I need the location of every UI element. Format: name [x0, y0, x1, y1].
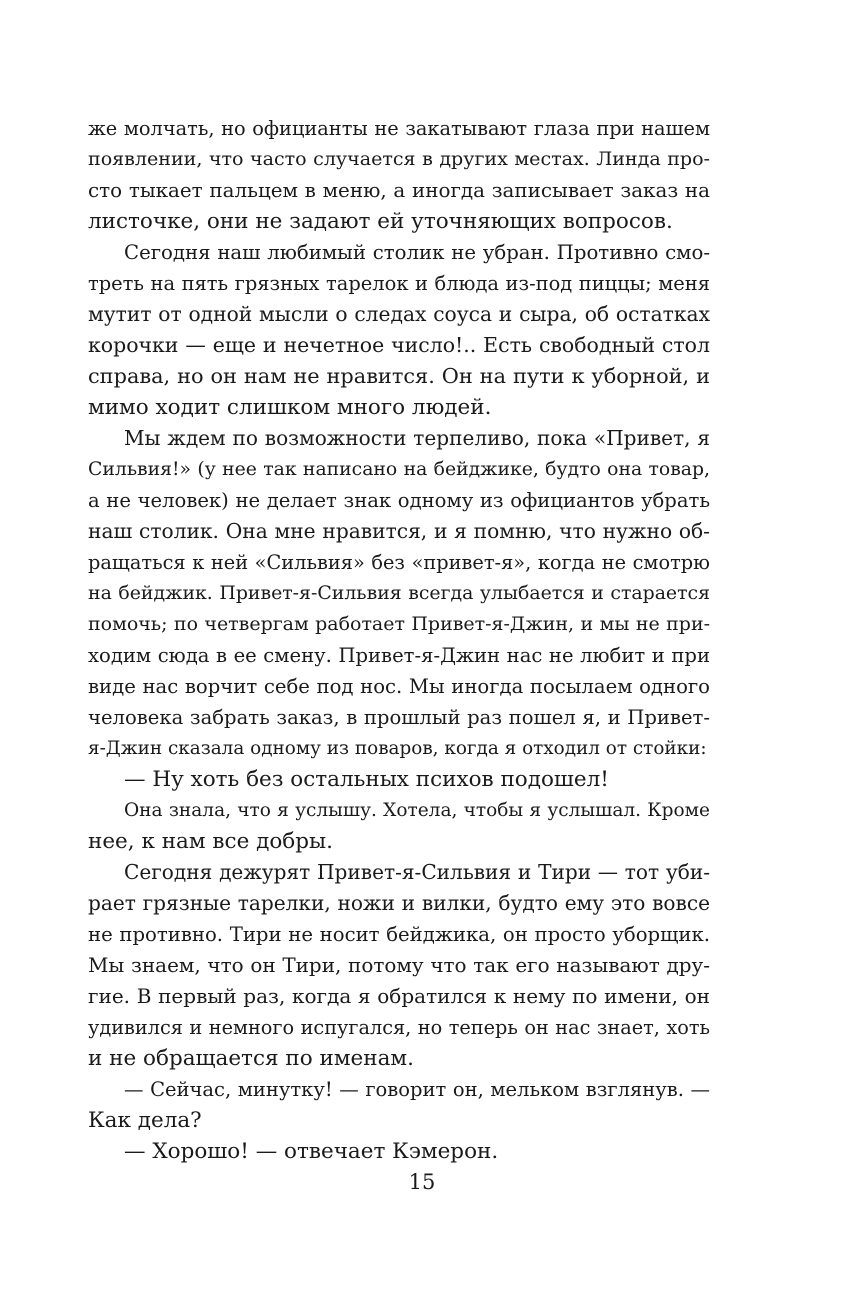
page-body — [88, 113, 710, 1167]
paragraph-p7 — [88, 1074, 710, 1136]
text-line: — Хорошо! — отвечает Кэмерон. — [124, 1139, 499, 1164]
text-line: удивился и немного испугался, но теперь он нас знает, хоть — [88, 1016, 710, 1039]
text-line: Сегодня дежурят Привет-я-Сильвия и Тири — тот уби- — [124, 860, 710, 884]
text-line: корочки — еще и нечетное число!.. Есть свободный стол — [88, 333, 710, 357]
text-line: листочке, они не задают ей уточняющих вопросов. — [88, 209, 673, 234]
text-line: Она знала, что я услышу. Хотела, чтобы я услышал. Кроме — [124, 800, 710, 821]
text-line: мимо ходит слишком много людей. — [88, 395, 492, 420]
paragraph-p1 — [88, 113, 710, 237]
text-line: и не обращается по именам. — [88, 1046, 414, 1071]
text-line: Сегодня наш любимый столик не убран. Противно смо- — [124, 241, 710, 264]
text-line: гие. В первый раз, когда я обратился к нему по имени, он — [88, 984, 710, 1008]
text-line: Мы знаем, что он Тири, потому что так его называют дру- — [88, 953, 710, 977]
text-line: Мы ждем по возможности терпеливо, пока «Привет, я — [124, 426, 710, 450]
text-line: на бейджик. Привет-я-Сильвия всегда улыбается и старается — [88, 582, 710, 604]
text-line: сто тыкает пальцем в меню, а иногда записывает заказ на — [88, 179, 710, 202]
text-line: виде нас ворчит себе под нос. Мы иногда посылаем одного — [88, 675, 710, 698]
text-line: же молчать, но официанты не закатывают глаза при нашем — [88, 117, 710, 140]
text-line: наш столик. Она мне нравится, и я помню, что нужно об- — [88, 519, 710, 543]
text-line: появлении, что часто случается в других местах. Линда про- — [88, 148, 710, 170]
text-line: помочь; по четвергам работает Привет-я-Джин, и мы не при- — [88, 613, 710, 635]
text-line: нее, к нам все добры. — [88, 829, 333, 854]
text-line: Как дела? — [88, 1108, 202, 1133]
text-line: не противно. Тири не носит бейджика, он просто уборщик. — [88, 923, 710, 946]
paragraph-p6 — [88, 857, 710, 1074]
paragraph-p3 — [88, 423, 710, 764]
text-line: ходим сюда в ее смену. Привет-я-Джин нас не любит и при — [88, 644, 710, 667]
paragraph-p5 — [88, 795, 710, 857]
page-number: 15 — [408, 1170, 436, 1194]
text-line: — Ну хоть без остальных психов подошел! — [124, 767, 609, 792]
text-line: Сильвия!» (у нее так написано на бейджике, будто она товар, — [88, 459, 710, 480]
text-line: треть на пять грязных тарелок и блюда из-под пиццы; меня — [88, 272, 710, 295]
text-line: ращаться к ней «Сильвия» без «привет-я», когда не смотрю — [88, 551, 710, 574]
text-line: рает грязные тарелки, ножи и вилки, будто ему это вовсе — [88, 891, 710, 915]
text-line: мутит от одной мысли о следах соуса и сыра, об остатках — [88, 302, 710, 326]
paragraph-p2 — [88, 237, 710, 423]
text-line: — Сейчас, минутку! — говорит он, мельком взглянув. — — [124, 1078, 710, 1101]
text-line: а не человек) не делает знак одному из официантов убрать — [88, 489, 710, 512]
paragraph-p4 — [88, 764, 710, 795]
text-line: человека забрать заказ, в прошлый раз пошел я, и Привет- — [88, 706, 710, 729]
text-line: я-Джин сказала одному из поваров, когда я отходил от стойки: — [88, 738, 707, 759]
paragraph-p8 — [88, 1136, 710, 1167]
text-line: справа, но он нам не нравится. Он на пути к уборной, и — [88, 364, 710, 388]
